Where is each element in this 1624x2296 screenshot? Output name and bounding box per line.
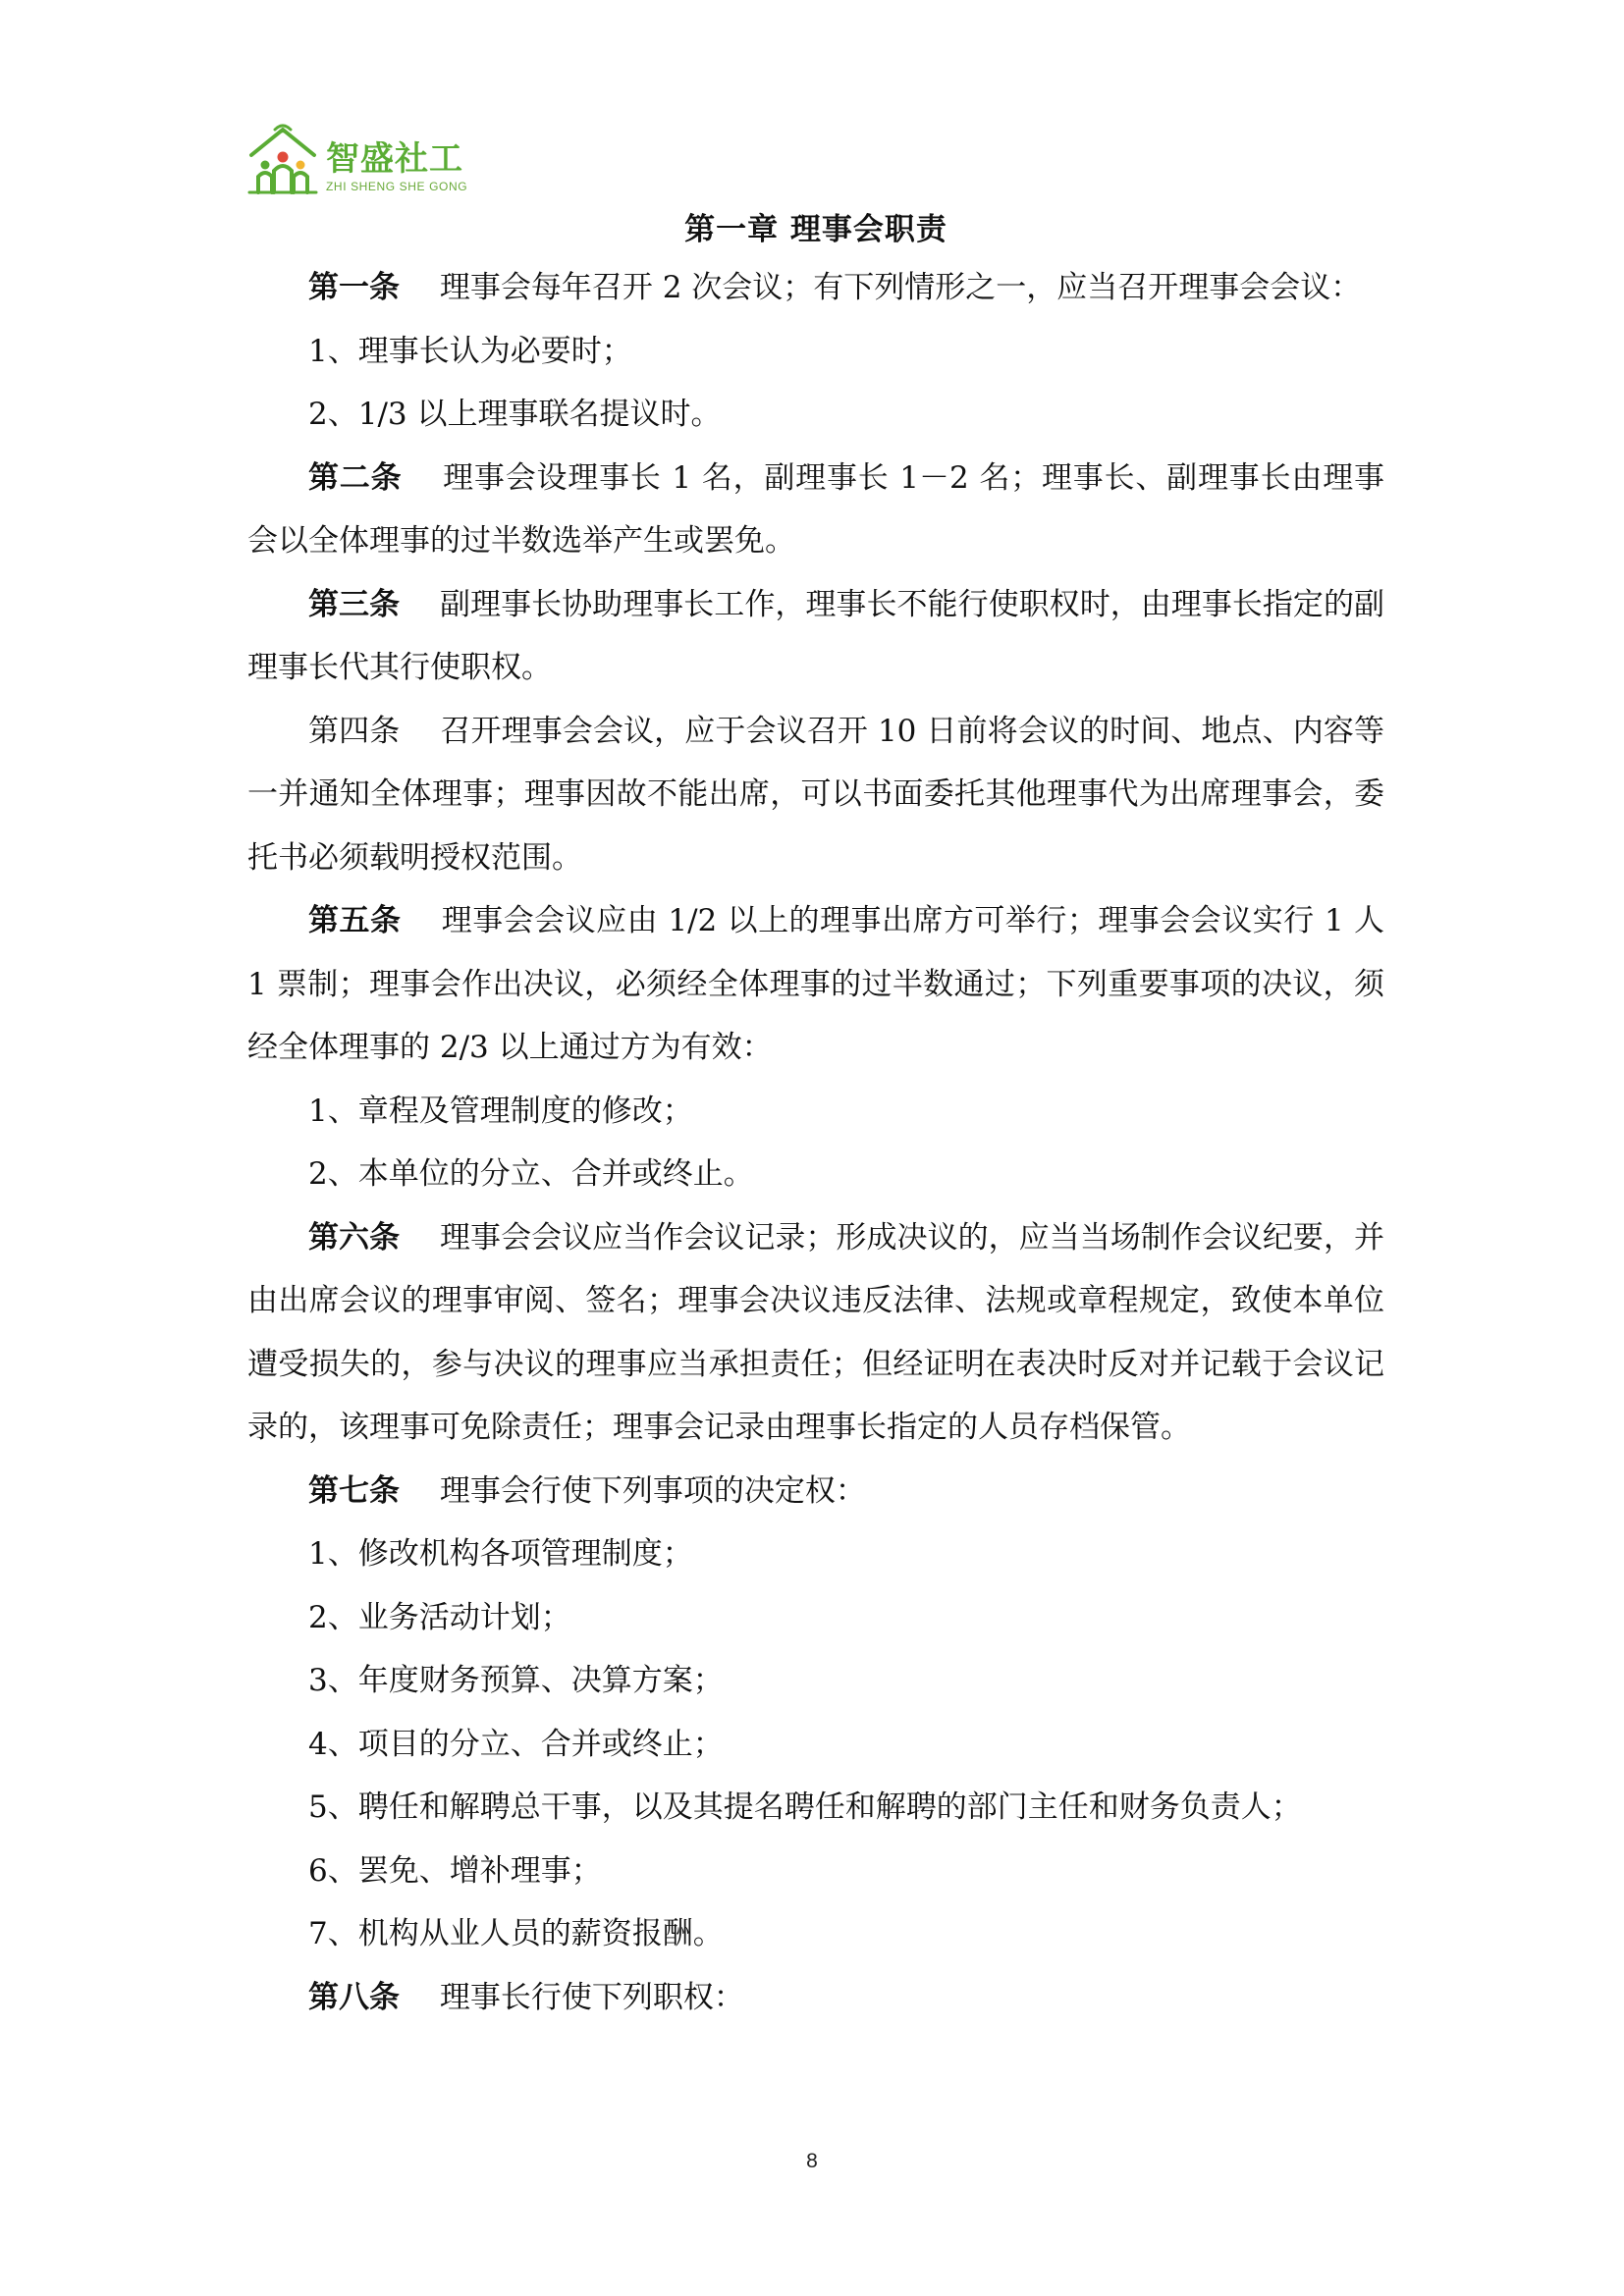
list-item [247,1840,1384,1903]
paragraph-text: 7、机构从业人员的薪资报酬。 [308,1916,724,1951]
article-paragraph [247,1966,1384,2030]
article-paragraph [247,447,1384,573]
paragraph-text: 6、罢免、增补理事； [308,1852,602,1889]
list-item [247,1522,1384,1586]
list-item [247,383,1384,447]
article-paragraph [247,889,1384,1080]
label-spacer [400,1980,440,2015]
paragraph-text: 召开理事会会议，应于会议召开 10 日前将会议的时间、地点、内容等一并通知全体理事；理事因故不能出席，可以书面委托其他理事代为出席理事会，委托书必须载明授权范围。 [247,713,1385,876]
paragraph-text: 理事会会议应由 1/2 以上的理事出席方可举行；理事会会议实行 1 人 1 票制；理事会作出决议，必须经全体理事的过半数通过；下列重要事项的决议，须经全体理事的 2/3 以上通过方为有效： [247,903,1384,1065]
article-label: 第五条 [308,903,402,938]
paragraph-text: 1、章程及管理制度的修改； [308,1093,693,1129]
article-paragraph [247,573,1384,700]
list-item [247,1586,1384,1650]
label-spacer [400,587,440,622]
list-item [247,1080,1384,1144]
article-label: 第二条 [308,459,403,496]
paragraph-text: 理事会会议应当作会议记录；形成决议的，应当当场制作会议纪要，并由出席会议的理事审阅、签名；理事会决议违反法律、法规或章程规定，致使本单位遭受损失的，参与决议的理事应当承担责任；但经证明在表决时反对并记载于会议记录的，该理事可免除责任；理事会记录由理事长指定的人员存档保管。 [247,1219,1385,1445]
label-spacer [400,1473,440,1509]
paragraph-text: 5、聘任和解聘总干事，以及其提名聘任和解聘的部门主任和财务负责人； [308,1789,1302,1825]
paragraph-text: 2、业务活动计划； [308,1599,571,1635]
paragraph-text: 2、本单位的分立、合并或终止。 [308,1156,754,1192]
label-spacer [401,903,441,938]
article-paragraph [247,256,1384,320]
paragraph-text: 理事长行使下列职权： [439,1979,744,2015]
article-label: 第四条 [308,713,401,749]
list-item [247,1776,1384,1840]
house-people-logo-icon [245,122,320,194]
paragraph-text: 理事会每年召开 2 次会议；有下列情形之一，应当召开理事会会议： [439,270,1362,305]
document-body [247,203,1384,2029]
article-label: 第六条 [308,1219,401,1255]
list-item [247,1143,1384,1206]
article-label: 第一条 [308,270,400,305]
paragraph-text: 理事会行使下列事项的决定权： [439,1472,866,1509]
logo-wordmark [326,122,467,194]
paragraph-text: 2、1/3 以上理事联名提议时。 [308,397,722,432]
house-people-icon-graphic [245,122,320,194]
list-item [247,1902,1384,1966]
article-paragraph [247,1206,1384,1460]
list-item [247,1649,1384,1713]
paragraph-text: 1、修改机构各项管理制度； [308,1536,693,1572]
page-number: 8 [806,2150,818,2172]
paragraph-text: 副理事长协助理事长工作，理事长不能行使职权时，由理事长指定的副理事长代其行使职权。 [247,586,1385,685]
logo-chinese-name: 智盛社工 [326,139,463,179]
article-paragraph [247,1460,1384,1523]
article-label: 第三条 [308,586,401,622]
article-paragraph [247,700,1384,890]
label-spacer [400,714,440,749]
paragraph-text: 3、年度财务预算、决算方案； [308,1663,724,1698]
logo-english-name: ZHI SHENG SHE GONG [326,180,468,193]
list-item [247,1713,1384,1777]
label-spacer [400,270,440,305]
organization-logo [245,116,467,194]
chapter-title: 第一章 理事会职责 [684,212,947,247]
label-spacer [402,460,443,496]
article-label: 第八条 [308,1979,400,2015]
article-label: 第七条 [308,1472,400,1509]
paragraph-text: 1、理事长认为必要时； [308,333,632,369]
paragraph-text: 理事会设理事长 1 名，副理事长 1－2 名；理事长、副理事长由理事会以全体理事的过半数选举产生或罢免。 [247,459,1385,559]
paragraph-text: 4、项目的分立、合并或终止； [308,1726,724,1762]
paragraph-list [247,256,1384,2029]
label-spacer [400,1220,440,1255]
list-item [247,320,1384,384]
